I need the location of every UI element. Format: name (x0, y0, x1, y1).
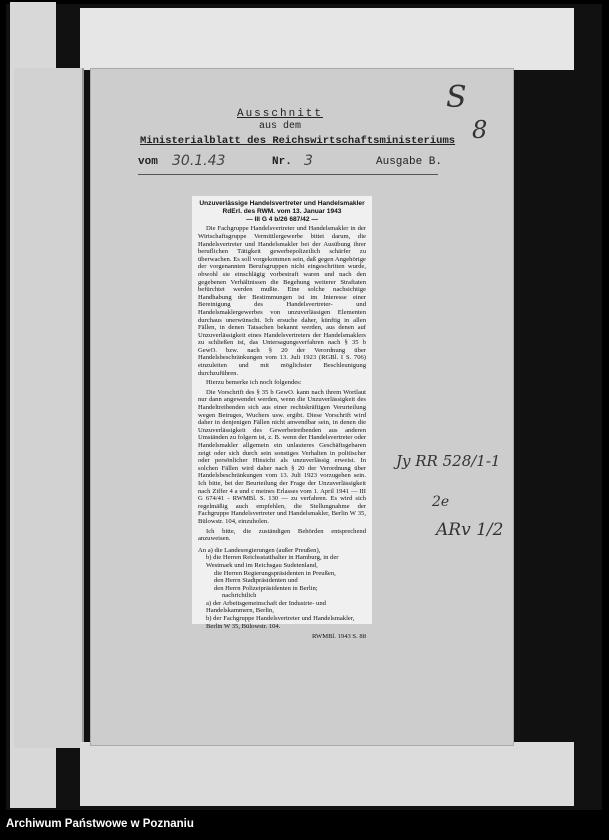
header-subtitle: aus dem (258, 121, 301, 132)
clipping-address-6: nachrichtlich (222, 592, 257, 600)
clipping-paragraph-2: Hierzu bemerke ich noch folgendes: (206, 379, 302, 387)
left-card (14, 68, 84, 748)
annotation-margin-3: ARv 1/2 (436, 520, 504, 540)
archive-footer: Archiwum Państwowe w Poznaniu (6, 818, 194, 830)
clipping-reference: — III G 4 b/26 687/42 — (246, 215, 318, 223)
annotation-top-1: S (446, 80, 467, 115)
clipping-address-4: den Herrn Stadtpräsidenten und (214, 577, 298, 585)
back-strip (80, 8, 574, 70)
nr-value: 3 (304, 153, 313, 169)
clipping-paragraph-3: Die Vorschrift des § 35 b GewO. kann nach ihrem Wortlaut nur dann angewendet werden, wenn die Unzuverlässigkeit des Handeltreibenden sich aus einer rechtskräftigen Verurteilung wegen Betruges, Wuchers usw. ergibt. Diese Vorschrift wird daher in denjenigen Fällen nicht anwendbar sein, in denen die Unzuverlässigkeit des Gewerbetreibenden aus anderen Umständen zu folgern ist, z. B. wenn der Handelsvertreter oder Handelsmakler allgemein ein unlauteres Geschäftsgebaren zeigt oder sich durch sein sonstiges Verhalten in politischer oder persönlicher Hinsicht als unzuverlässig erweist. In solchen Fällen wird daher nach § 20 der Verordnung über Handelsbeschränkungen vom 13. Juli 1923 vorzugehen sein. Ich bitte, bei der Beurteilung der Frage der Unzuverlässigkeit nach Ziffer 4 a und c meines Erlasses vom 1. April 1941 — III G 674/41 - RWMBl. S. 130 — zu verfahren. Es wird sich regelmäßig auch empfehlen, die Stellungnahme der Fachgruppe Handelsvertreter und Handelsmakler, Berlin W 35, Bülowstr. 104, einzuholen. (198, 388, 366, 525)
annotation-top-2: 8 (472, 116, 488, 144)
clipping-paragraph-4: Ich bitte, die zuständigen Behörden entsprechend anzuweisen. (198, 527, 366, 543)
header-publication: Ministerialblatt des Reichswirtschaftsministeriums (140, 135, 456, 147)
newspaper-clipping (192, 196, 372, 641)
clipping-paragraph-1: Die Fachgruppe Handelsvertreter und Handelsmakler in der Wirtschaftsgruppe Vermittlergewerbe bittet darum, die Handelsvertreter und Handelsmakler bei der Ausübung ihrer beruflichen Tätigkeit gewerbepolizeilich schärfer zu überwachen. Es soll vorgekommen sein, daß gegen Angehörige der vorgenannten Berufsgruppen nicht eingeschritten wurde, obwohl sie einschlägig vorbestraft waren und nach den gegebenen Verhältnissen die Begehung weiterer Straftaten befürchtet werden mußte. Eine solche nachsichtige Handhabung der Bestimmungen ist im Interesse einer Bereinigung des Handelsvertreter- und Handelsmaklergewerbes von unzuverlässigen Elementen durchaus unerwünscht. Ich ersuche daher, künftig in allen Fällen, in denen Tatsachen bekannt werden, aus denen auf Unzuverlässigkeit eines Handelsvertreters der Handelsmaklers zu schließen ist, das Untersagungsverfahren nach § 35 b GewO. bzw. nach § 20 der Verordnung über Handelsbeschränkungen vom 13. Juli 1923 (RGBl. I S. 706) einzuleiten und mit möglichster Beschleunigung durchzuführen. (198, 225, 366, 377)
clipping-decree: RdErl. des RWM. vom 13. Januar 1943 (222, 207, 342, 215)
clipping-address-3: die Herren Regierungspräsidenten in Preußen, (214, 569, 336, 577)
nr-label: Nr. (272, 156, 292, 168)
clipping-title: Unzuverlässige Handelsvertreter und Handelsmakler (199, 200, 365, 207)
issue-underline (138, 174, 438, 175)
vom-label: vom (138, 156, 158, 168)
annotation-margin-2: 2e (432, 494, 450, 510)
clipping-address-8: b) der Fachgruppe Handelsvertreter und Handelsmakler, Berlin W 35, Bülowstr. 104. (206, 615, 355, 630)
header-title: Ausschnitt (236, 108, 323, 120)
vom-value: 30.1.43 (172, 153, 226, 169)
clipping-address-7: a) der Arbeitsgemeinschaft der Industrie- und Handelskammern, Berlin, (206, 599, 326, 615)
bottom-sheet (80, 742, 574, 806)
clipping-address-2: b) die Herren Reichsstatthalter in Hamburg, in der Westmark und im Reichsgau Sudetenland, (206, 554, 339, 569)
annotation-margin-1: Jy RR 528/1-1 (396, 452, 501, 470)
clipping-address-1: An a) die Landesregierungen (außer Preußen), (198, 546, 321, 554)
clipping-source: RWMBl. 1943 S. 88 (311, 633, 366, 641)
clipping-address-5: den Herrn Polizeipräsidenten in Berlin; (214, 584, 318, 592)
ausgabe-label: Ausgabe B. (376, 156, 443, 168)
